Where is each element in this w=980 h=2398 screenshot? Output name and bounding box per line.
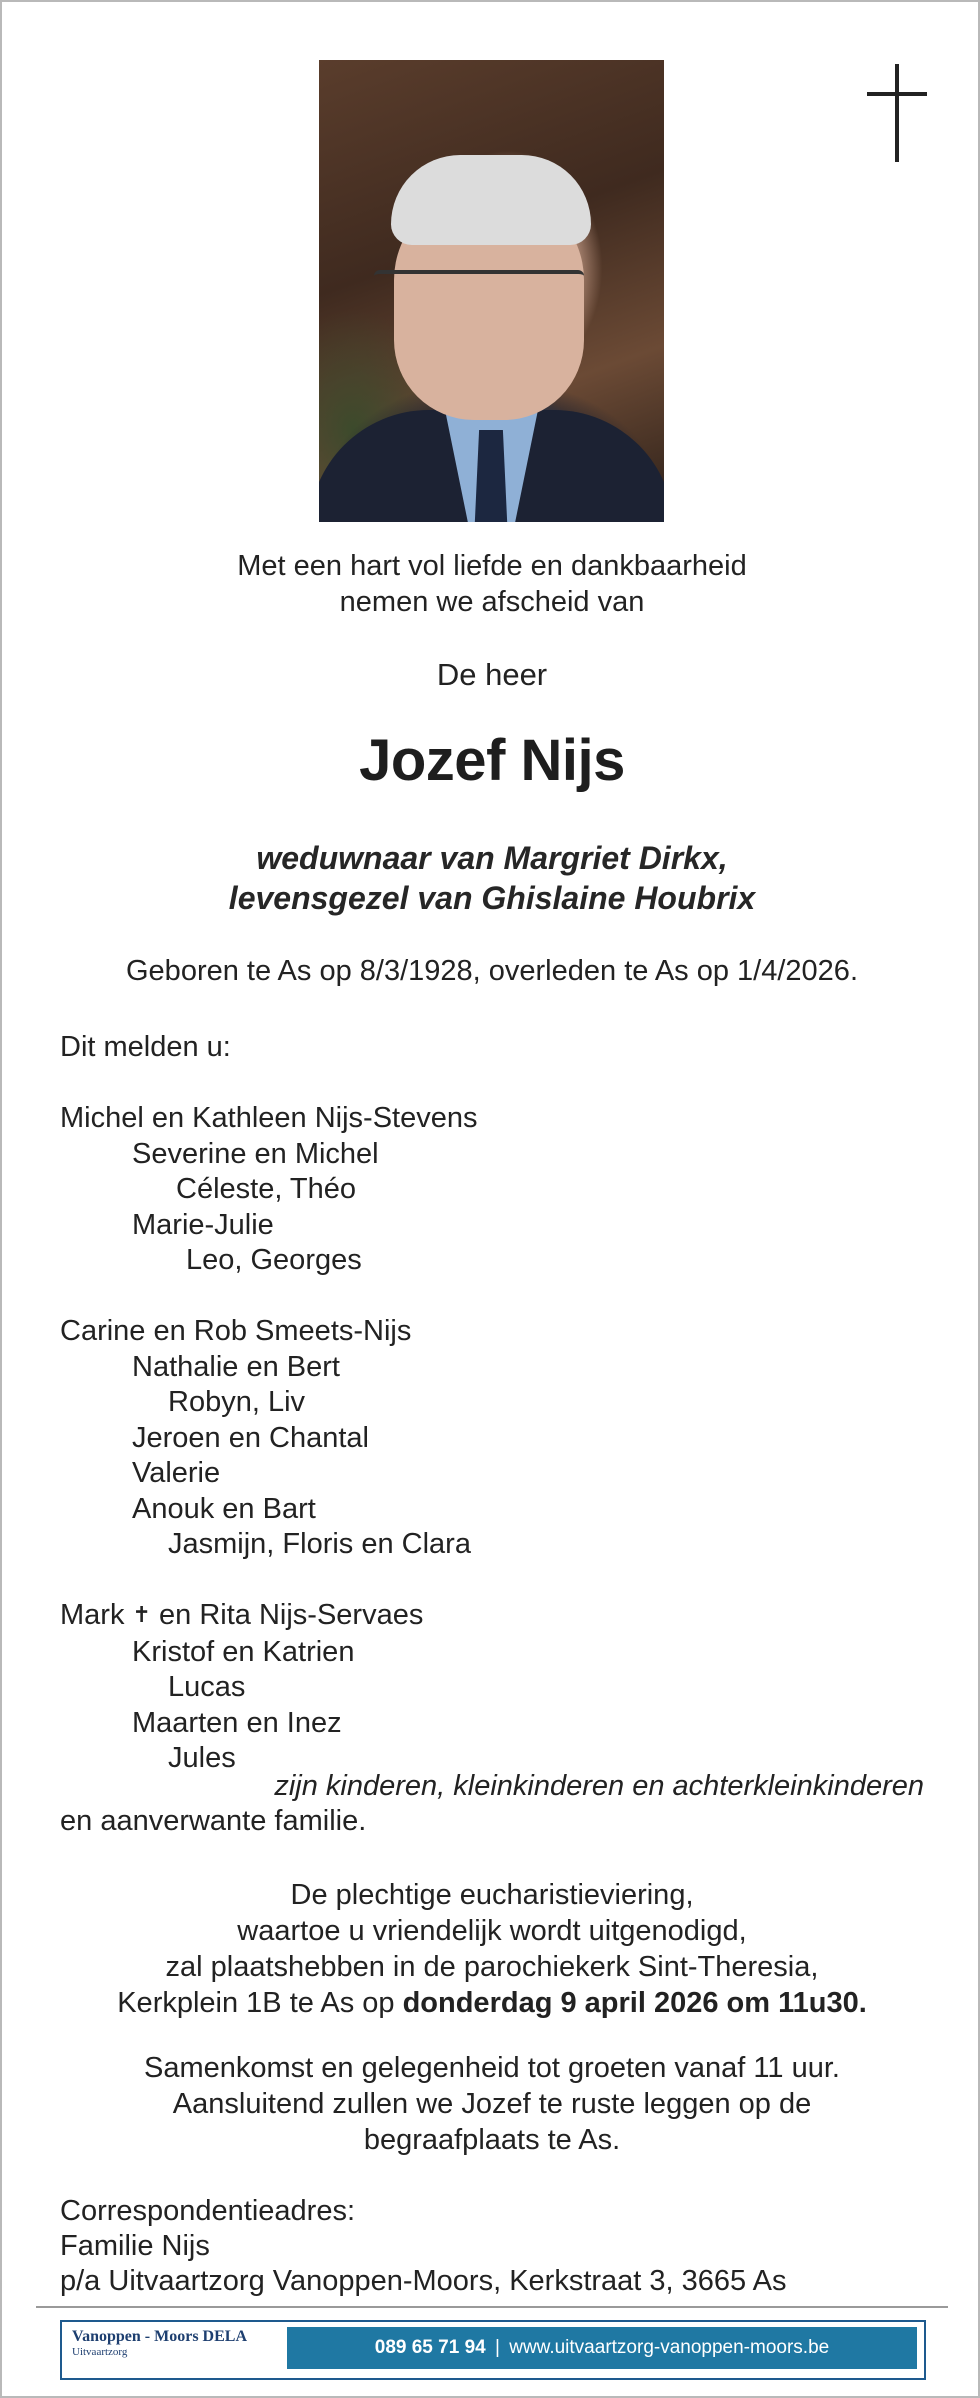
photo-glasses [374, 270, 584, 308]
extended-family: en aanverwante familie. [60, 1805, 367, 1837]
service-announcement [2, 1877, 980, 2021]
service-line-2: waartoe u vriendelijk wordt uitgenodigd, [237, 1915, 747, 1947]
service-line-3: zal plaatshebben in de parochiekerk Sint-Theresia, [165, 1951, 819, 1983]
contact-name: Familie Nijs [60, 2230, 210, 2262]
great-grandchildren-1: Céleste, Théo [176, 1173, 357, 1205]
family-head-3-name: Mark [60, 1599, 125, 1631]
service-location: Kerkplein 1B te As op [117, 1987, 395, 2019]
grandchild-8: Maarten en Inez [132, 1706, 342, 1739]
portrait-photo [319, 60, 664, 522]
funeral-home-logo [72, 2328, 247, 2358]
funeral-home-name: Vanoppen - Moors DELA [72, 2328, 247, 2345]
intro-text [2, 548, 980, 620]
service-datetime: donderdag 9 april 2026 om 11u30. [402, 1987, 867, 2019]
great-grandchildren-7: Lucas [168, 1671, 246, 1703]
intro-line-2: nemen we afscheid van [339, 586, 645, 618]
separator: | [495, 2337, 500, 2358]
birth-death-dates: Geboren te As op 8/3/1928, overleden te As op 1/4/2026. [126, 955, 858, 987]
website-link[interactable]: www.uitvaartzorg-vanoppen-moors.be [509, 2337, 830, 2358]
announce-text: Dit melden u: [60, 1031, 231, 1063]
gathering-line-1: Samenkomst en gelegenheid tot groeten vanaf 11 uur. [144, 2052, 840, 2084]
contact-bar [287, 2327, 917, 2369]
deceased-name: Jozef Nijs [359, 728, 625, 793]
intro-line-1: Met een hart vol liefde en dankbaarheid [237, 550, 747, 582]
photo-tie [474, 430, 508, 522]
spouse-line-2: levensgezel van Ghislaine Houbrix [228, 880, 756, 916]
great-grandchildren-6: Jasmijn, Floris en Clara [168, 1528, 471, 1560]
relation-text: zijn kinderen, kleinkinderen en achterkleinkinderen [274, 1770, 924, 1802]
photo-hair [391, 155, 591, 245]
gathering-line-2: Aansluitend zullen we Jozef te ruste leggen op de [172, 2088, 812, 2120]
phone-number[interactable]: 089 65 71 94 [374, 2337, 486, 2358]
grandchild-1: Severine en Michel [132, 1137, 379, 1170]
grandchild-4: Jeroen en Chantal [132, 1421, 369, 1454]
family-head-2: Carine en Rob Smeets-Nijs [60, 1315, 412, 1347]
grandchild-5: Valerie [132, 1457, 221, 1489]
cross-icon [867, 64, 927, 162]
funeral-home-subtitle: Uitvaartzorg [72, 2346, 128, 2358]
deceased-cross-icon: ✝ [132, 1602, 151, 1627]
service-line-1: De plechtige eucharistieviering, [290, 1879, 694, 1911]
funeral-home-banner [60, 2320, 926, 2380]
grandchild-3: Nathalie en Bert [132, 1350, 340, 1383]
family-head-3-rest: en Rita Nijs-Servaes [159, 1599, 424, 1631]
spouse-line-1: weduwnaar van Margriet Dirkx, [256, 840, 728, 876]
honorific: De heer [436, 657, 548, 692]
family-head-1: Michel en Kathleen Nijs-Stevens [60, 1102, 478, 1134]
grandchild-6: Anouk en Bart [132, 1492, 316, 1525]
footer-divider [36, 2306, 948, 2308]
grandchild-2: Marie-Julie [132, 1208, 274, 1241]
grandchild-7: Kristof en Katrien [132, 1635, 355, 1668]
gathering-info [2, 2050, 980, 2158]
family-list [60, 1030, 477, 1777]
great-grandchildren-8: Jules [168, 1742, 236, 1774]
gathering-line-3: begraafplaats te As. [363, 2124, 621, 2156]
service-line-4 [2, 1985, 980, 2021]
spouse-info [2, 838, 980, 918]
great-grandchildren-2: Leo, Georges [186, 1244, 362, 1276]
family-head-3 [60, 1598, 477, 1635]
contact-label: Correspondentieadres: [60, 2195, 356, 2227]
contact-address: p/a Uitvaartzorg Vanoppen-Moors, Kerkstraat 3, 3665 As [60, 2265, 787, 2297]
great-grandchildren-3: Robyn, Liv [168, 1386, 306, 1418]
correspondence-address [60, 2194, 786, 2299]
